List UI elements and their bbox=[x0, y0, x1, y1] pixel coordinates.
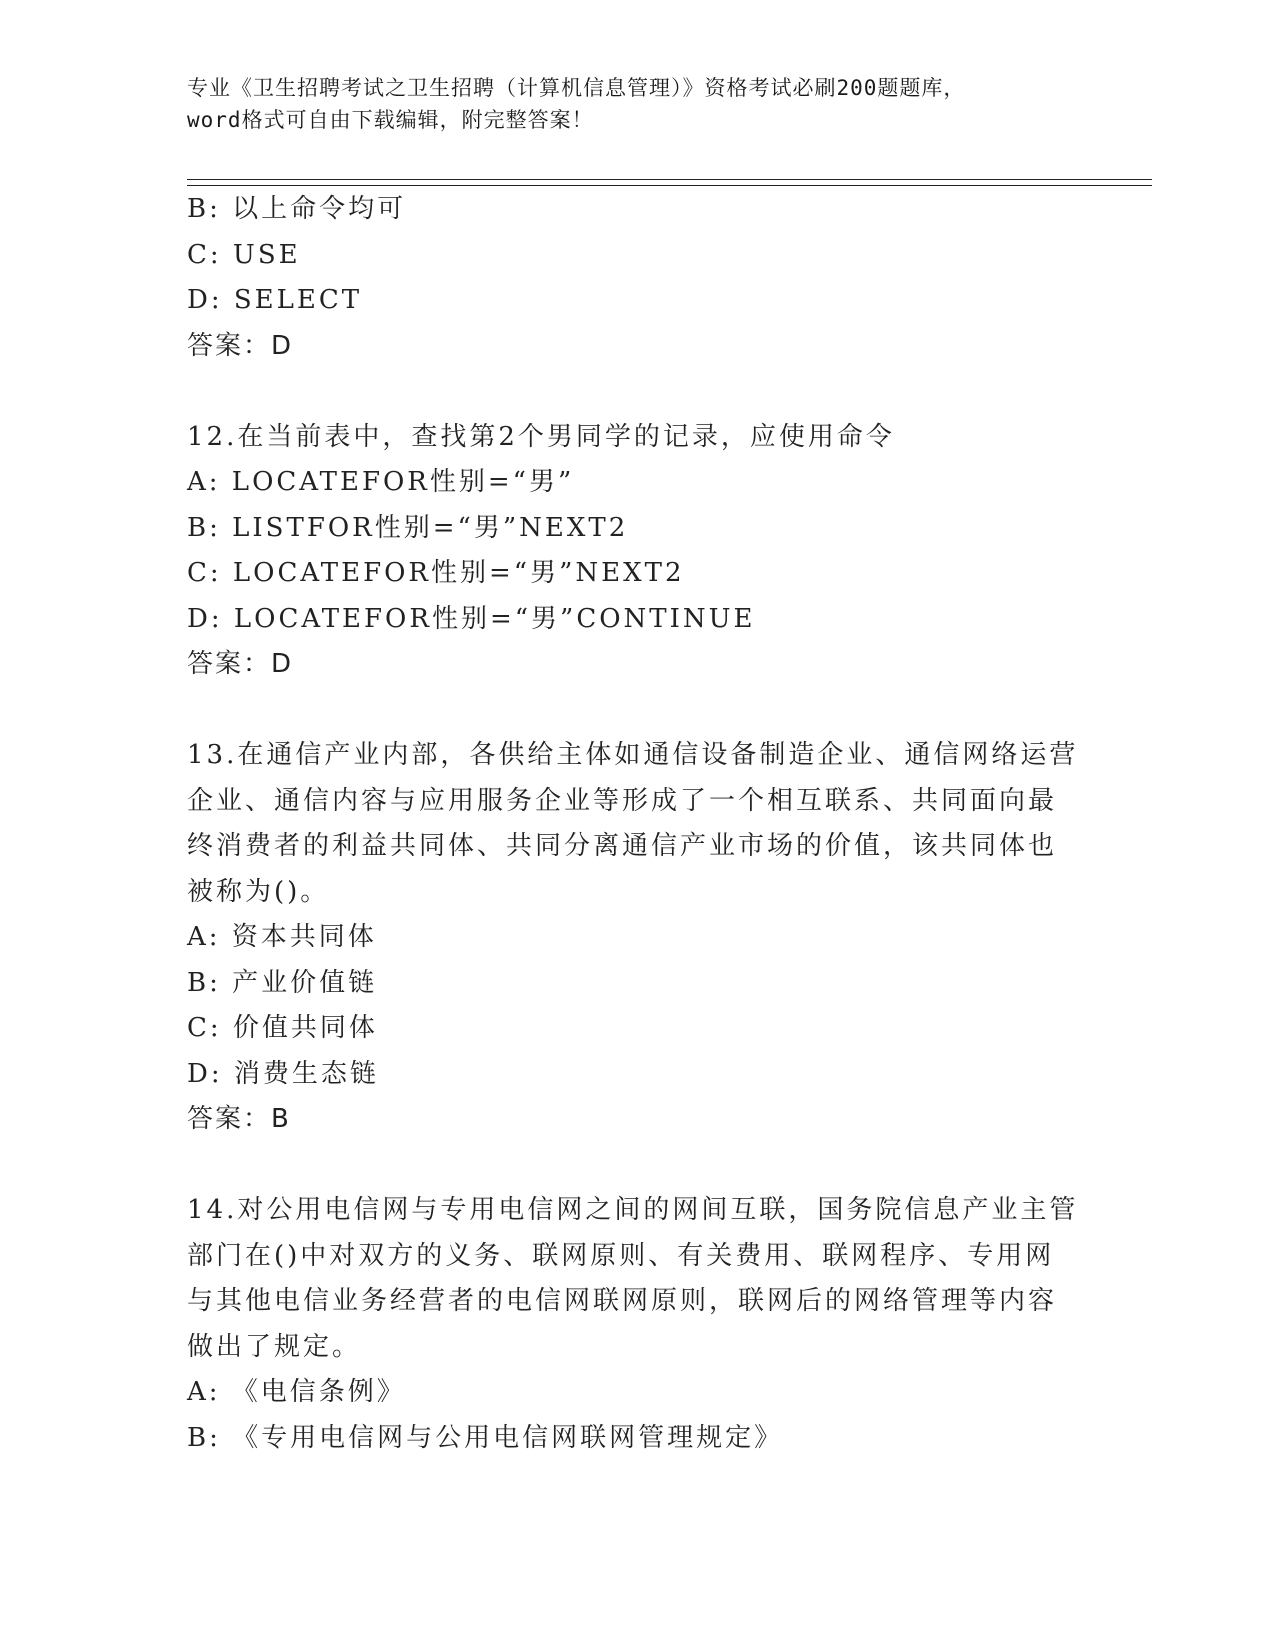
question-content bbox=[187, 187, 1087, 1461]
question-11-partial bbox=[187, 187, 1087, 369]
option-d: D: LOCATEFOR性别=“男”CONTINUE bbox=[187, 603, 756, 634]
question-spacer bbox=[187, 688, 1087, 734]
question-12 bbox=[187, 415, 1087, 688]
answer-line: 答案：D bbox=[187, 330, 294, 361]
question-13 bbox=[187, 733, 1087, 1143]
option-c: C: LOCATEFOR性别=“男”NEXT2 bbox=[187, 558, 685, 588]
question-stem-line: 与其他电信业务经营者的电信网联网原则，联网后的网络管理等内容 bbox=[187, 1286, 1058, 1316]
question-stem-line: 终消费者的利益共同体、共同分离通信产业市场的价值，该共同体也 bbox=[187, 831, 1058, 861]
option-c: C: 价值共同体 bbox=[187, 1013, 378, 1043]
option-b: B: 产业价值链 bbox=[187, 967, 378, 998]
option-c: C: USE bbox=[187, 239, 301, 270]
question-spacer bbox=[187, 369, 1087, 415]
option-b: B: 以上命令均可 bbox=[187, 194, 407, 224]
header-divider-top bbox=[187, 179, 1152, 180]
answer-line: 答案：D bbox=[187, 649, 294, 679]
document-header bbox=[187, 72, 1087, 136]
header-line-2: word格式可自由下载编辑，附完整答案！ bbox=[187, 108, 594, 132]
question-stem-line: 企业、通信内容与应用服务企业等形成了一个相互联系、共同面向最 bbox=[187, 785, 1058, 816]
question-stem-line: 13.在通信产业内部，各供给主体如通信设备制造企业、通信网络运营 bbox=[187, 740, 1079, 770]
question-14 bbox=[187, 1188, 1087, 1461]
question-stem: 12.在当前表中，查找第2个男同学的记录，应使用命令 bbox=[187, 421, 895, 452]
question-spacer bbox=[187, 1143, 1087, 1189]
header-line-1: 专业《卫生招聘考试之卫生招聘（计算机信息管理）》资格考试必刷200题题库， bbox=[187, 76, 966, 100]
option-d: D: 消费生态链 bbox=[187, 1058, 379, 1089]
question-stem-line: 被称为()。 bbox=[187, 876, 330, 907]
question-stem-line: 做出了规定。 bbox=[187, 1331, 362, 1362]
question-stem-line: 部门在()中对双方的义务、联网原则、有关费用、联网程序、专用网 bbox=[187, 1240, 1055, 1271]
option-a: A: LOCATEFOR性别=“男” bbox=[187, 467, 575, 497]
option-a: A: 资本共同体 bbox=[187, 922, 377, 952]
answer-line: 答案：B bbox=[187, 1104, 291, 1134]
question-stem-line: 14.对公用电信网与专用电信网之间的网间互联，国务院信息产业主管 bbox=[187, 1195, 1079, 1225]
option-b: B: 《专用电信网与公用电信网联网管理规定》 bbox=[187, 1422, 784, 1453]
option-d: D: SELECT bbox=[187, 285, 363, 315]
header-divider-bottom bbox=[187, 185, 1152, 186]
option-a: A: 《电信条例》 bbox=[187, 1377, 406, 1407]
option-b: B: LISTFOR性别=“男”NEXT2 bbox=[187, 512, 629, 543]
